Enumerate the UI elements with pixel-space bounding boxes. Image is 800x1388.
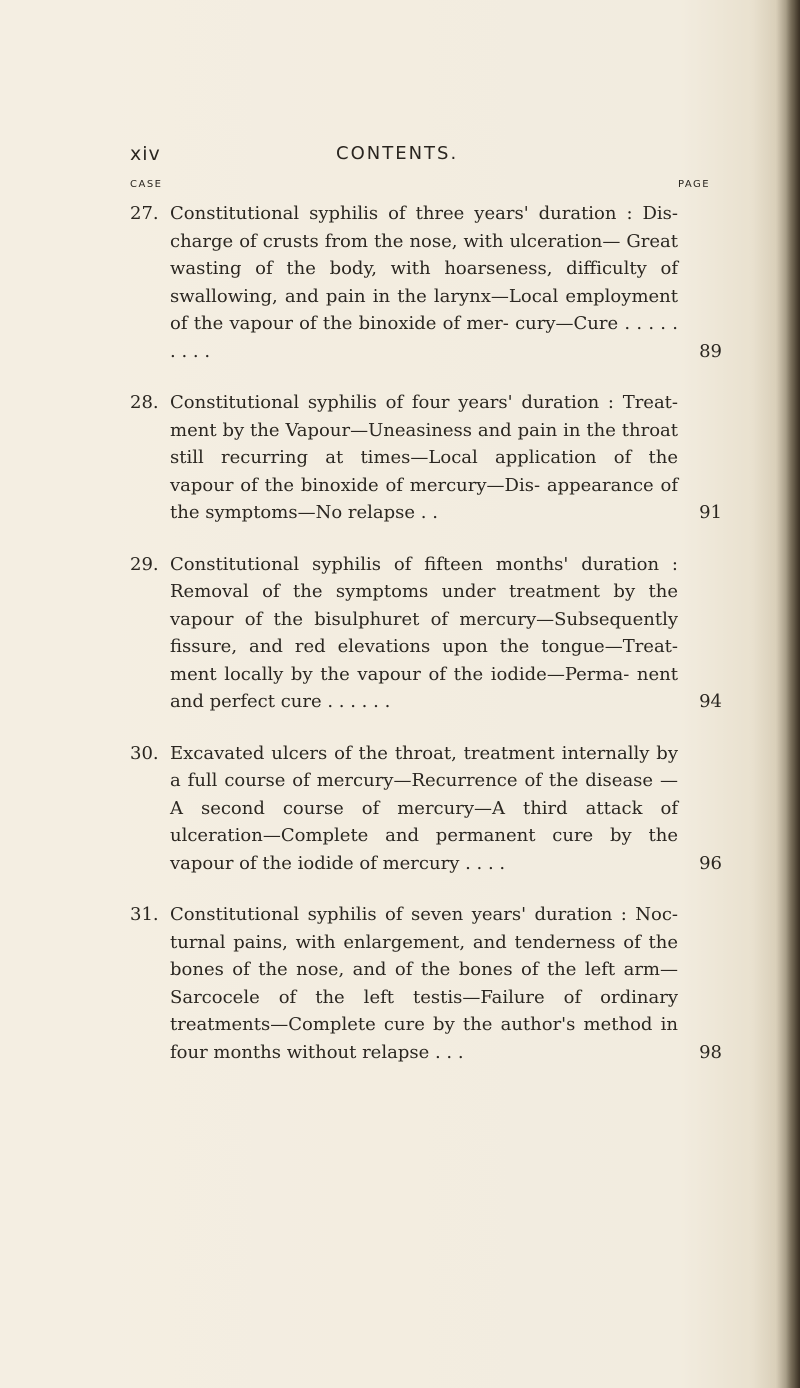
page-number: 96	[699, 852, 722, 874]
running-title: CONTENTS.	[336, 143, 459, 164]
contents-entry-29	[130, 551, 722, 716]
case-description: Constitutional syphilis of three years' duration : Dis- charge of crusts from the nose, with ulceration— Great wasting of the body, with hoarseness, difficulty of swallowing, and pain in the larynx—Local employment of the vapour of the binoxide of mer- cury—Cure . . . . . . . . .	[170, 203, 678, 362]
page-number: 91	[699, 502, 722, 523]
contents-entry-30	[130, 740, 722, 878]
case-description: Constitutional syphilis of fifteen months' duration : Removal of the symptoms under treatment by the vapour of the bisulphuret of mercury—Subsequently fissure, and red elevations upon the tongue—Treat- ment locally by the vapour of the iodide—Perma- nent and perfect cure . . . . . .	[170, 553, 678, 712]
case-number: 27.	[130, 203, 159, 224]
page-number: 89	[699, 340, 722, 362]
case-column-label: CASE	[130, 179, 163, 190]
contents-entry-31	[130, 901, 722, 1066]
case-number: 30.	[130, 742, 159, 764]
contents-entry-28	[130, 389, 722, 527]
page-folio: xiv	[130, 143, 161, 165]
case-description: Excavated ulcers of the throat, treatment internally by a full course of mercury—Recurrence of the disease —A second course of mercury—A third attack of ulceration—Complete and permanent cure by the vapour of the iodide of mercury . . . .	[170, 742, 678, 874]
case-description: Constitutional syphilis of four years' duration : Treat- ment by the Vapour—Uneasiness and pain in the throat still recurring at times—Local application of the vapour of the binoxide of mercury—Dis- appearance of the symptoms—No relapse . .	[170, 392, 678, 523]
page-number: 94	[699, 691, 722, 712]
contents-entry-27	[130, 200, 722, 365]
case-description: Constitutional syphilis of seven years' duration : Noc- turnal pains, with enlargement, and tenderness of the bones of the nose, and of the bones of the left arm—Sarcocele of the left testis—Failure of ordinary treatments—Complete cure by the author's method in four months without relapse . . .	[170, 904, 678, 1063]
case-number: 28.	[130, 392, 159, 413]
case-number: 31.	[130, 904, 159, 925]
page-column-label: PAGE	[678, 179, 711, 190]
contents-list	[130, 200, 722, 1090]
case-number: 29.	[130, 553, 159, 575]
page-number: 98	[699, 1041, 722, 1063]
page-header	[130, 143, 650, 173]
page-edge-shadow	[786, 0, 800, 1388]
